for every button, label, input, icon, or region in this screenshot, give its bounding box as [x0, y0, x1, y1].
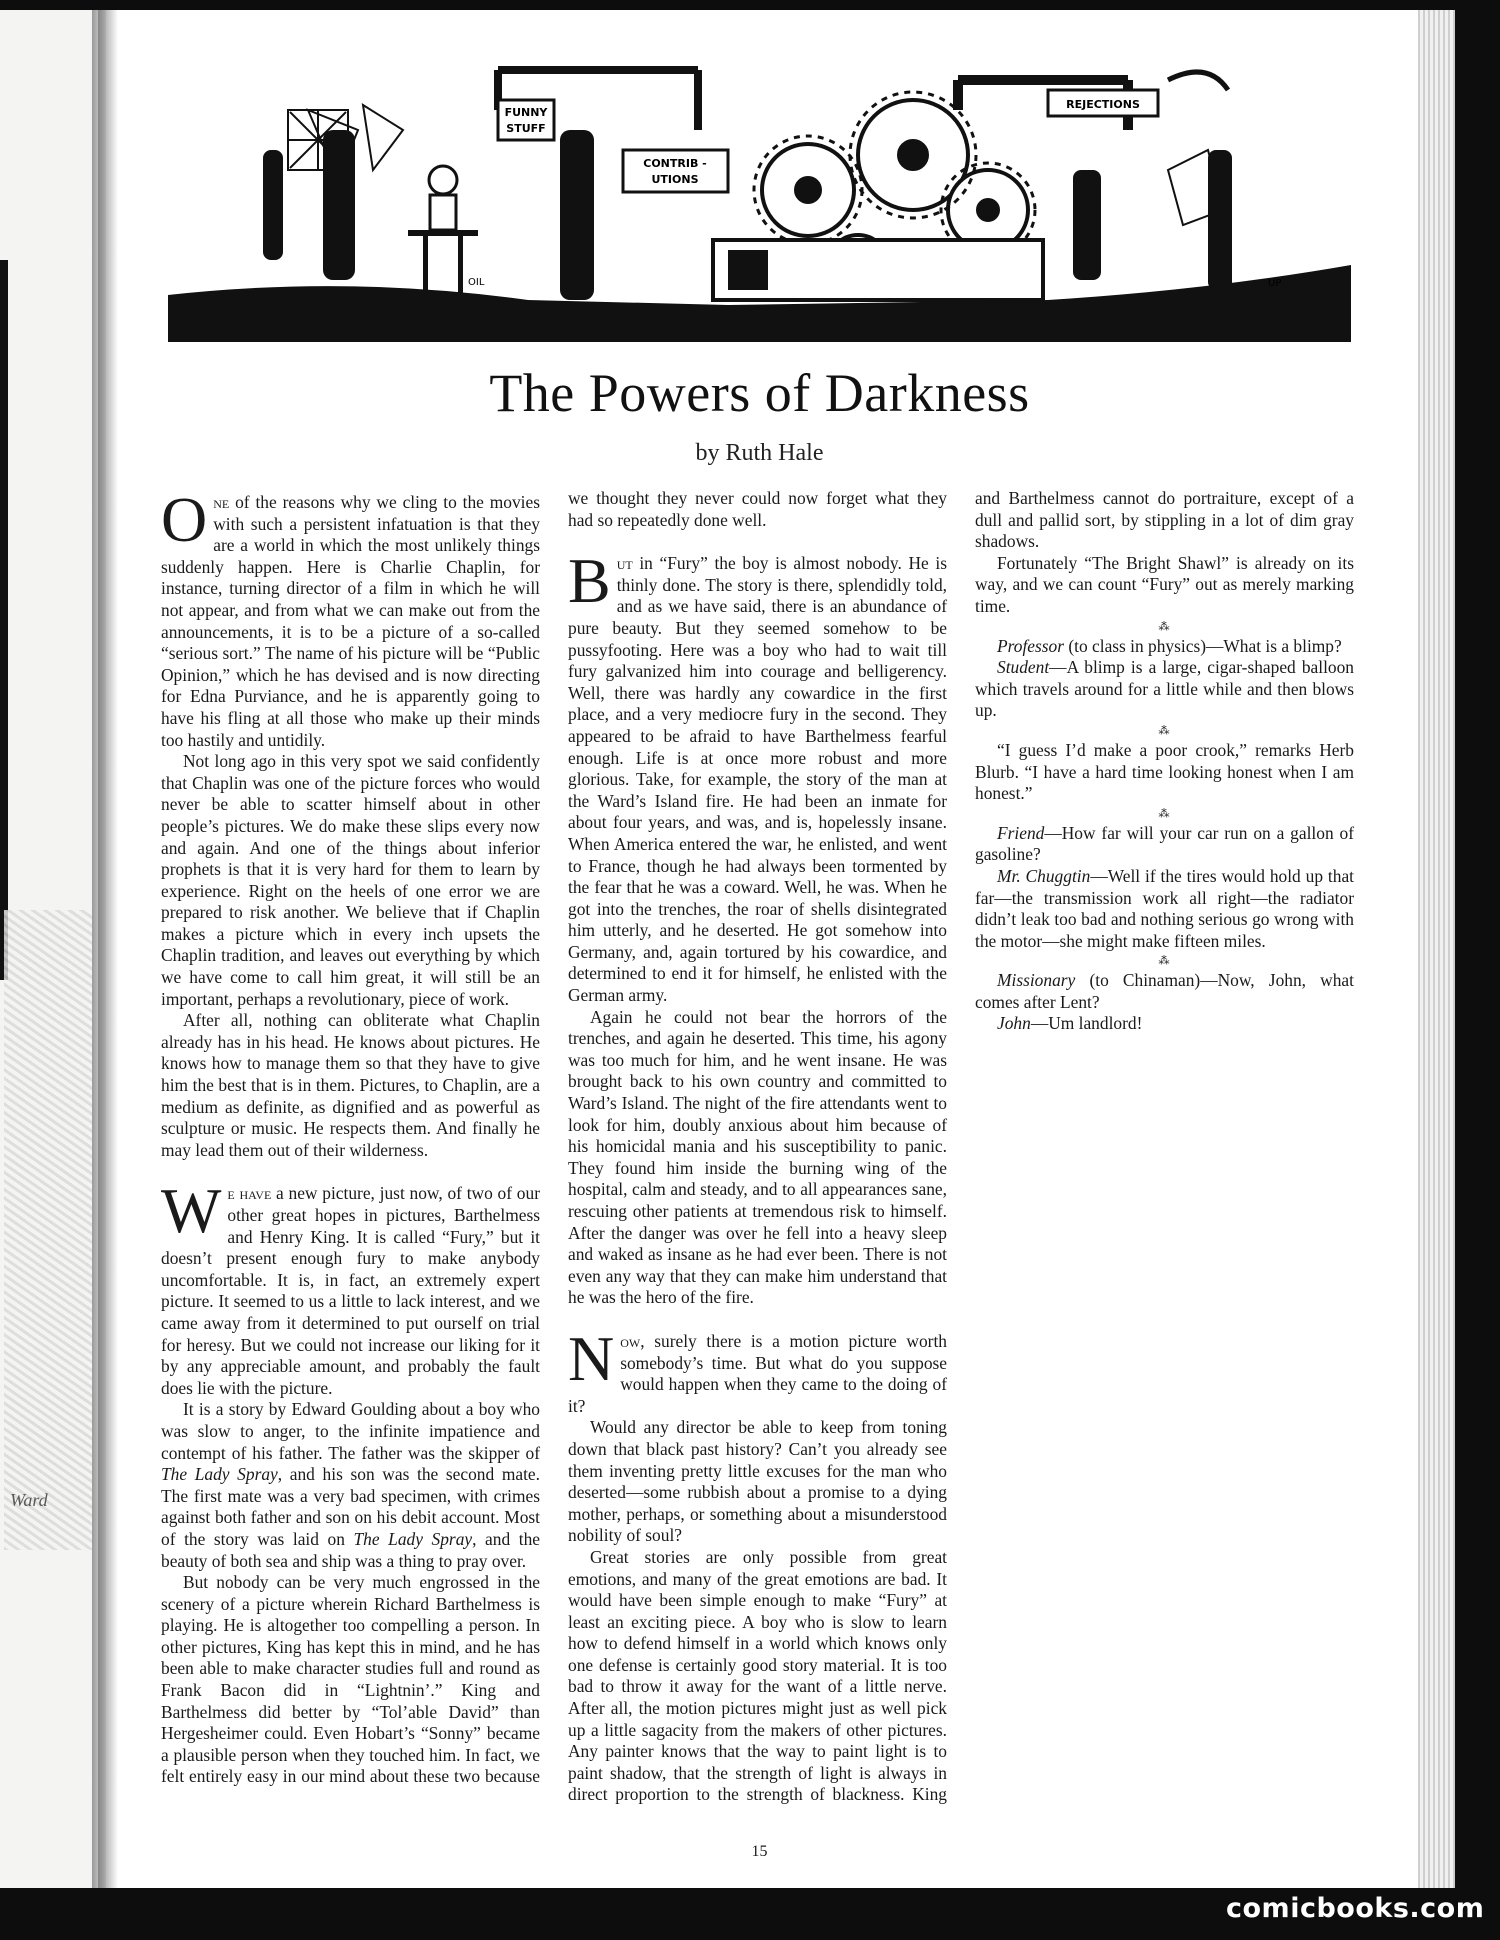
drop-cap: W	[161, 1175, 222, 1247]
sign-oil: OIL	[468, 277, 485, 288]
joke-text: —Well if the tires would hold up that far—the transmission work all right—the radiator didn’t leak too bad and nothing serious go wrong with the motor—she might make fifteen miles.	[975, 865, 1354, 951]
ornament: ⁂	[1158, 807, 1171, 820]
sign-funny-stuff: FUNNY	[504, 106, 548, 119]
scan-border-top	[0, 0, 1500, 10]
article-byline: by Ruth Hale	[695, 440, 824, 466]
paragraph-text: It is a story by Edward Goulding about a boy who was slow to anger, to the infinite impatience and contempt of his father. The father was the skipper of	[161, 1399, 540, 1463]
section-lead-paragraph	[568, 545, 947, 1006]
page-edges	[1418, 10, 1455, 1888]
title-italic: The Lady Spray	[353, 1528, 473, 1549]
joke-line	[975, 740, 1354, 805]
page-number: 15	[751, 1843, 768, 1860]
header-cartoon	[168, 50, 1351, 342]
drop-cap: N	[568, 1322, 615, 1394]
paragraph-text: Would any director be able to keep from toning down that black past history? Can’t you already see them inventing pretty little excuses for the man who deserted—some rubbish about a promise to a dying mother, perhaps, or something about a misunderstood nobility of soul?	[568, 1417, 947, 1546]
paragraph-text: Not long ago in this very spot we said confidently that Chaplin was one of the picture forces who would never be able to scatter himself about in other people’s pictures. We do make these slips every now and again. And one of the things about inferior prophets is that it is very hard for them to learn by experience. Right on the heels of one error we are prepared to risk another. We believe that if Chaplin makes a picture which in every inch upsets the Chaplin tradition, and leaves out everything by which we have come to call him great, it will still be an important, perhaps a revolutionary, piece of work.	[161, 751, 540, 1009]
joke-speaker: Missionary	[997, 970, 1076, 991]
drop-cap: B	[568, 545, 611, 617]
joke-text: —A blimp is a large, cigar-shaped balloon which travels around for a little while and then blows up.	[975, 657, 1354, 721]
joke-text: —Um landlord!	[1030, 1013, 1143, 1034]
body-paragraph	[568, 1417, 947, 1547]
joke-line	[975, 866, 1354, 952]
watermark: comicbooks.com	[1226, 1893, 1485, 1924]
body-paragraph	[161, 751, 540, 1010]
joke-line	[975, 636, 1354, 658]
paragraph-text: But nobody can be very much engrossed in the scenery of a picture wherein Richard Barthelmess is playing. He is altogether too compelling a person. In other pictures, King has kept this in mind, and he has been able to make character studies full and round as Frank Bacon did in “Lightnin’.” King and Barthelmess did better by “Tol’able David” than Hergesheimer could. Even Hobart’s “Sonny” became a plausible person when they touched him. In fact, we felt entirely easy in our mind about these two because we thought they never could now forget what they had so repeatedly done well.	[161, 488, 947, 1787]
sign-contributions: CONTRIB -	[643, 157, 707, 170]
section-lead-paragraph	[568, 1322, 947, 1417]
section-lead-paragraph	[161, 1175, 540, 1399]
title-italic: The Lady Spray	[161, 1464, 278, 1485]
scan-border-right	[1455, 0, 1500, 1940]
sign-rejections: REJECTIONS	[1066, 98, 1140, 111]
ornament: ⁂	[1158, 955, 1171, 968]
small-caps-opening: ut	[616, 553, 633, 574]
drop-cap: O	[161, 484, 208, 555]
paragraph-text: in “Fury” the boy is almost nobody. He is thinly done. The story is there, splendidly told, and as we have said, there is an abundance of pure beauty. But they seemed somehow to be pussyfooting. Here was a boy who had to wait till fury galvanized him into courage and belligerency. Well, there was hardly any cowardice in the first place, and a very mediocre fury in the second. They appeared to be afraid to have Barthelmess fearful enough. Life is at once more robust and more glorious. Take, for example, the story of the man at the Ward’s Island fire. He had been an inmate for about four years, and was, and is, hopelessly insane. When America entered the war, he enlisted, and went to France, though he had always been tormented by the fear that he was a coward. Well, he was. When he got into the trenches, the roar of shells disintegrated him utterly, and he deserted. He got somehow into Germany, and, again tortured by his cowardice, and determined to end it for himself, he enlisted with the German army.	[568, 553, 947, 1006]
paragraph-text: , and his son was the second mate. The first mate was a very bad specimen, with crimes against both father and son on his debit account. Most of the story was laid on	[161, 1464, 540, 1549]
small-caps-opening: ow	[620, 1330, 641, 1351]
paragraph-text: a new picture, just now, of two of our other great hopes in pictures, Barthelmess and Henry King. It is called “Fury,” but it doesn’t present enough fury to make anybody uncomfortable. It is, in fact, an extremely expert picture. It seemed to us a little to lack interest, and we came away from it determined to put ourself on trial for heresy. But we could not increase our liking for it by any appreciable amount, and probably the fault does lie with the picture.	[161, 1183, 540, 1398]
joke-speaker: Friend	[997, 822, 1045, 843]
section-lead-paragraph	[161, 484, 540, 751]
facing-page-signature: Ward	[10, 1490, 48, 1510]
joke-speaker: Student	[997, 657, 1050, 678]
paragraph-text: Fortunately “The Bright Shawl” is already on its way, and we can count “Fury” out as merely marking time.	[975, 552, 1354, 616]
ornament: ⁂	[1158, 724, 1171, 737]
facing-page-bar	[0, 260, 8, 980]
cartoon-drawing	[168, 50, 1351, 342]
paragraph-text: After all, nothing can obliterate what Chaplin already has in his head. He knows about pictures. He knows how to manage them so that they have to give him the best that is in them. Pictures, to Chaplin, are a medium as definite, as dignified and as powerful as sculpture or music. He respects them. And finally he may lead them out of their wilderness.	[161, 1010, 540, 1160]
joke-speaker: Professor	[997, 635, 1064, 656]
body-paragraph	[568, 1007, 947, 1309]
body-paragraph	[975, 553, 1354, 618]
paragraph-text: , surely there is a motion picture worth somebody’s time. But what do you suppose would happen when they came to the doing of it?	[568, 1330, 947, 1416]
paragraph-text: of the reasons why we cling to the movies with such a persistent infatuation is that they are a world in which the most unlikely things suddenly happen. Here is Charlie Chaplin, for instance, turning director of a film in which he will not appear, and from what we can make out from the announcements, it is to be a picture of a so-called “serious sort.” The name of his picture will be “Public Opinion,” which he has devised and is now directing for Edna Purviance, and he is apparently going to have his fling at all those who make up their minds too hastily and untidily.	[161, 492, 540, 750]
small-caps-opening: ne	[213, 492, 230, 512]
body-paragraph	[161, 1399, 540, 1572]
joke-speaker: Mr. Chuggtin	[997, 865, 1091, 886]
artist-signature: UP	[1268, 278, 1282, 289]
svg-text:STUFF: STUFF	[506, 122, 546, 135]
article-title: The Powers of Darkness	[489, 363, 1030, 423]
joke-text: (to class in physics)—What is a blimp?	[1064, 635, 1342, 656]
joke-text: —How far will your car run on a gallon of gasoline?	[975, 822, 1354, 865]
joke-speaker: John	[997, 1013, 1031, 1034]
joke-text: (to Chinaman)—Now, John, what comes after Lent?	[975, 970, 1354, 1012]
paragraph-text: Again he could not bear the horrors of the trenches, and again he deserted. This time, his agony was too much for him, and he went insane. He was brought back to his own country and committed to Ward’s Island. The night of the fire attendants went to look for him, doubly anxious about him because of his homicidal mania and his susceptibility to panic. They found him inside the burning wing of the hospital, calm and steady, and to all appearances sane, rescuing other patients at tremendous risk to himself. After the danger was over he fell into a heavy sleep and waked as insane as he had ever been. There is not even any way that they can make him understand that he was the hero of the fire.	[568, 1006, 947, 1308]
joke-text: “I guess I’d make a poor crook,” remarks Herb Blurb. “I have a hard time looking honest when I am honest.”	[975, 739, 1354, 804]
svg-text:UTIONS: UTIONS	[651, 173, 699, 186]
ornament: ⁂	[1158, 620, 1171, 633]
joke-line	[975, 657, 1354, 722]
facing-page	[0, 10, 100, 1888]
joke-line	[975, 970, 1354, 1013]
small-caps-opening: e have	[227, 1183, 272, 1204]
article-body	[161, 484, 1354, 1818]
body-paragraph	[161, 1010, 540, 1161]
facing-page-illustration	[4, 910, 94, 1550]
joke-line	[975, 1013, 1354, 1035]
paragraph-text: Great stories are only possible from great emotions, and many of the great emotions are bad. It would have been simple enough to make “Fury” at least an exciting piece. A boy who is slow to learn how to defend himself in a world which knows only one defense is certainly good story material. It is too bad to throw it away for the want of a little nerve. After all, the motion pictures might just as well pick up a little sagacity from the makers of other pictures. Any painter knows that the way to paint light is to paint shadow, that the strength of light is always in direct proportion to the strength of blackness. King and Barthelmess cannot do portraiture, except of a dull and pallid sort, by stippling in a lot of dim gray shadows.	[568, 488, 1354, 1805]
paragraph-text: , and the beauty of both sea and ship was a thing to pray over.	[161, 1528, 540, 1571]
joke-line	[975, 823, 1354, 866]
gutter-shadow	[98, 10, 118, 1888]
